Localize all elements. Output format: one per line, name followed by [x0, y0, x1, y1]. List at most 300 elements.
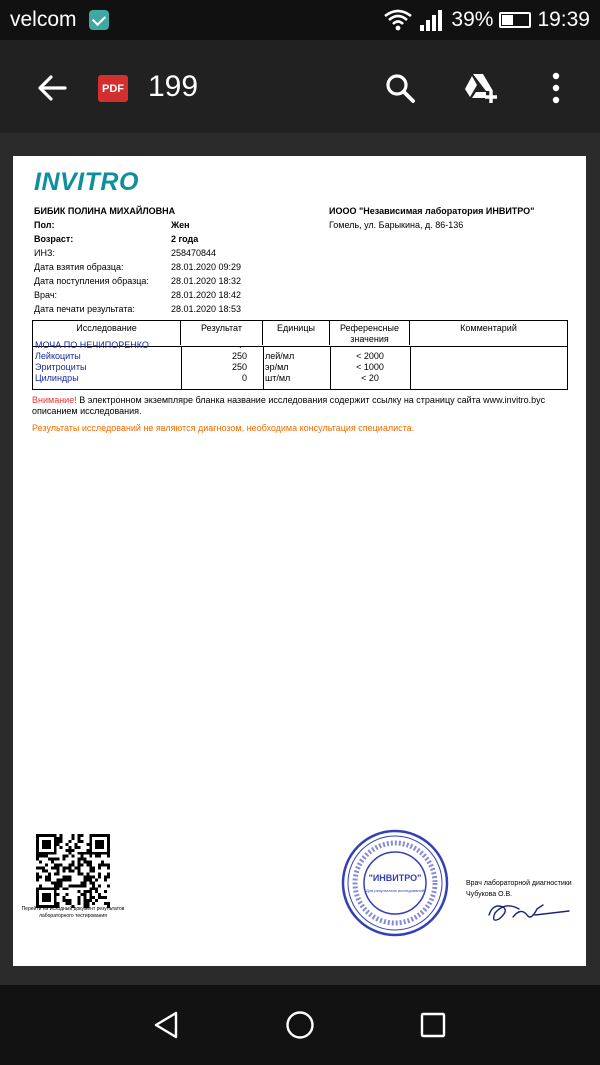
qr-module	[89, 849, 92, 852]
qr-module	[36, 834, 39, 837]
qr-module	[42, 870, 45, 873]
qr-module	[69, 864, 72, 867]
qr-module	[54, 881, 57, 884]
qr-module	[54, 843, 57, 846]
more-options-button[interactable]	[534, 66, 578, 110]
qr-module	[51, 887, 54, 890]
patient-field-value: 28.01.2020 18:53	[171, 304, 242, 314]
wifi-icon	[383, 9, 413, 31]
qr-module	[54, 890, 57, 893]
qr-module	[107, 852, 110, 855]
patient-field-value: 28.01.2020 09:29	[171, 262, 242, 272]
patient-field-label: Дата взятия образца:	[34, 262, 124, 272]
qr-module	[57, 858, 60, 861]
qr-module	[51, 858, 54, 861]
qr-module	[77, 867, 80, 870]
qr-module	[63, 899, 66, 902]
qr-module	[83, 884, 86, 887]
qr-module	[92, 870, 95, 873]
qr-module	[63, 878, 66, 881]
search-icon	[385, 73, 415, 103]
qr-module	[57, 878, 60, 881]
qr-module	[83, 893, 86, 896]
qr-module	[107, 875, 110, 878]
test-unit: шт/мл	[265, 373, 291, 383]
col-header-test: Исследование	[33, 321, 181, 345]
qr-module	[42, 899, 45, 902]
group-result: .	[239, 340, 242, 350]
document-viewport[interactable]	[0, 133, 600, 985]
patient-field-value: 28.01.2020 18:42	[171, 290, 242, 300]
qr-module	[95, 843, 98, 846]
qr-module	[60, 837, 63, 840]
qr-module	[42, 893, 45, 896]
qr-module	[45, 855, 48, 858]
patient-field-label: Пол:	[34, 220, 55, 230]
qr-module	[98, 875, 101, 878]
qr-module	[63, 867, 66, 870]
qr-module	[48, 893, 51, 896]
qr-module	[72, 837, 75, 840]
electronic-copy-warning	[32, 395, 552, 417]
qr-module	[107, 849, 110, 852]
test-reference: < 20	[361, 373, 379, 383]
qr-module	[92, 852, 95, 855]
qr-module	[48, 843, 51, 846]
qr-module	[36, 867, 39, 870]
stamp-sub-text: Для результатов исследований	[366, 888, 424, 893]
qr-module	[69, 870, 72, 873]
signer-name: Чубукова О.В.	[466, 891, 513, 898]
qr-module	[63, 875, 66, 878]
qr-module	[95, 899, 98, 902]
patient-field-label: Возраст:	[34, 234, 74, 244]
warning-prefix: Внимание!	[32, 395, 77, 405]
patient-field-label: ИНЗ:	[34, 248, 55, 258]
qr-module	[69, 875, 72, 878]
qr-module	[60, 840, 63, 843]
qr-module	[92, 867, 95, 870]
qr-module	[83, 890, 86, 893]
qr-module	[51, 852, 54, 855]
qr-module	[63, 887, 66, 890]
qr-module	[42, 887, 45, 890]
qr-module	[77, 902, 80, 905]
qr-module	[54, 872, 57, 875]
qr-module	[80, 834, 83, 837]
qr-module	[89, 870, 92, 873]
qr-module	[51, 867, 54, 870]
qr-module	[101, 843, 104, 846]
qr-module	[86, 852, 89, 855]
qr-module	[36, 858, 39, 861]
qr-module	[54, 864, 57, 867]
qr-module	[54, 834, 57, 837]
qr-module	[72, 870, 75, 873]
qr-module	[74, 867, 77, 870]
qr-module	[45, 834, 48, 837]
qr-module	[42, 852, 45, 855]
qr-module	[101, 840, 104, 843]
qr-module	[104, 902, 107, 905]
qr-module	[80, 893, 83, 896]
qr-module	[36, 887, 39, 890]
qr-module	[89, 899, 92, 902]
qr-module	[45, 846, 48, 849]
qr-module	[86, 864, 89, 867]
qr-module	[45, 893, 48, 896]
qr-module	[54, 884, 57, 887]
test-name[interactable]: Цилиндры	[35, 373, 79, 383]
qr-module	[36, 843, 39, 846]
qr-module	[80, 855, 83, 858]
qr-module	[92, 884, 95, 887]
results-table	[32, 320, 568, 390]
qr-module	[45, 852, 48, 855]
qr-module	[57, 840, 60, 843]
qr-module	[74, 846, 77, 849]
qr-module	[92, 834, 95, 837]
qr-module	[66, 887, 69, 890]
test-result: 250	[231, 351, 247, 361]
qr-module	[80, 858, 83, 861]
circle-home-icon	[285, 1010, 315, 1040]
patient-field-label: Дата поступления образца:	[34, 276, 149, 286]
qr-module	[89, 896, 92, 899]
qr-module	[95, 852, 98, 855]
qr-module	[57, 902, 60, 905]
qr-module	[45, 887, 48, 890]
patient-field-value: Жен	[171, 220, 190, 230]
qr-module	[80, 840, 83, 843]
test-unit: лей/мл	[265, 351, 295, 361]
qr-code[interactable]	[35, 834, 111, 908]
qr-module	[98, 855, 101, 858]
qr-module	[39, 867, 42, 870]
qr-module	[42, 834, 45, 837]
qr-module	[39, 875, 42, 878]
qr-module	[77, 834, 80, 837]
qr-module	[57, 870, 60, 873]
qr-module	[107, 834, 110, 837]
qr-module	[57, 872, 60, 875]
qr-module	[48, 878, 51, 881]
qr-module	[86, 875, 89, 878]
qr-module	[104, 875, 107, 878]
qr-module	[83, 861, 86, 864]
qr-module	[48, 846, 51, 849]
qr-module	[80, 884, 83, 887]
qr-module	[48, 899, 51, 902]
qr-module	[45, 875, 48, 878]
qr-module	[36, 872, 39, 875]
qr-module	[45, 840, 48, 843]
qr-module	[48, 858, 51, 861]
qr-module	[74, 843, 77, 846]
patient-field-value: 258470844	[171, 248, 217, 258]
qr-module	[69, 840, 72, 843]
qr-module	[57, 887, 60, 890]
add-to-drive-button[interactable]	[458, 66, 502, 110]
qr-module	[42, 896, 45, 899]
document-title: 199	[148, 70, 199, 103]
square-recents-icon	[419, 1011, 447, 1039]
qr-module	[83, 881, 86, 884]
qr-module	[66, 899, 69, 902]
qr-module	[86, 872, 89, 875]
qr-module	[89, 855, 92, 858]
qr-module	[98, 843, 101, 846]
qr-module	[95, 834, 98, 837]
qr-module	[48, 840, 51, 843]
nav-recents-button[interactable]	[413, 1005, 453, 1045]
qr-module	[95, 878, 98, 881]
pdf-page	[13, 156, 586, 966]
qr-module	[54, 846, 57, 849]
qr-module	[89, 846, 92, 849]
qr-module	[89, 893, 92, 896]
qr-module	[54, 887, 57, 890]
qr-module	[72, 884, 75, 887]
qr-module	[107, 902, 110, 905]
qr-module	[92, 902, 95, 905]
qr-module	[66, 902, 69, 905]
qr-module	[57, 843, 60, 846]
qr-module	[89, 881, 92, 884]
qr-module	[54, 837, 57, 840]
qr-module	[45, 878, 48, 881]
qr-module	[48, 834, 51, 837]
qr-module	[89, 875, 92, 878]
qr-module	[63, 855, 66, 858]
qr-module	[42, 867, 45, 870]
qr-module	[89, 887, 92, 890]
qr-module	[77, 870, 80, 873]
qr-module	[83, 878, 86, 881]
qr-module	[42, 840, 45, 843]
qr-module	[98, 852, 101, 855]
qr-module	[54, 852, 57, 855]
qr-module	[63, 858, 66, 861]
qr-module	[95, 890, 98, 893]
qr-module	[98, 834, 101, 837]
qr-caption: Перейти на исходный документ результатов лабораторного тестирования	[21, 906, 125, 919]
patient-field-value: 2 года	[171, 234, 199, 244]
qr-module	[83, 852, 86, 855]
qr-module	[57, 864, 60, 867]
qr-module	[83, 896, 86, 899]
qr-module	[54, 893, 57, 896]
test-reference: < 2000	[356, 351, 384, 361]
qr-module	[86, 878, 89, 881]
nav-back-button[interactable]	[146, 1005, 186, 1045]
drive-add-icon	[462, 72, 498, 104]
qr-module	[42, 855, 45, 858]
signal-icon	[419, 9, 445, 31]
qr-module	[66, 875, 69, 878]
qr-module	[51, 861, 54, 864]
qr-module	[69, 867, 72, 870]
qr-module	[104, 834, 107, 837]
app-toolbar	[0, 40, 600, 133]
qr-module	[48, 887, 51, 890]
qr-module	[45, 870, 48, 873]
qr-module	[36, 846, 39, 849]
signer-role: Врач лабораторной диагностики	[466, 880, 572, 887]
invitro-logo: INVITRO	[34, 168, 139, 196]
qr-module	[74, 884, 77, 887]
search-button[interactable]	[378, 66, 422, 110]
qr-module	[107, 867, 110, 870]
qr-module	[95, 840, 98, 843]
qr-module	[104, 890, 107, 893]
stamp-center-text: "ИНВИТРО"	[368, 873, 422, 883]
qr-module	[48, 896, 51, 899]
qr-module	[86, 899, 89, 902]
qr-module	[54, 867, 57, 870]
back-button[interactable]	[30, 66, 74, 110]
qr-module	[57, 867, 60, 870]
qr-module	[36, 899, 39, 902]
qr-module	[92, 875, 95, 878]
qr-module	[45, 896, 48, 899]
qr-module	[60, 884, 63, 887]
test-result: 250	[231, 362, 247, 372]
qr-module	[89, 867, 92, 870]
qr-module	[89, 852, 92, 855]
qr-module	[89, 890, 92, 893]
qr-module	[66, 855, 69, 858]
qr-module	[86, 861, 89, 864]
qr-module	[89, 843, 92, 846]
qr-module	[101, 846, 104, 849]
qr-module	[98, 872, 101, 875]
qr-module	[39, 852, 42, 855]
qr-module	[66, 867, 69, 870]
qr-module	[66, 893, 69, 896]
qr-module	[36, 849, 39, 852]
qr-module	[36, 840, 39, 843]
qr-module	[54, 858, 57, 861]
qr-module	[51, 881, 54, 884]
test-unit: эр/мл	[265, 362, 289, 372]
qr-module	[45, 899, 48, 902]
qr-module	[92, 896, 95, 899]
warning-text[interactable]: В электронном экземпляре бланка название исследования содержит ссылку на страницу сайта www.invitro.byc описанием исследования.	[32, 395, 546, 416]
laboratory-stamp	[340, 828, 450, 938]
qr-module	[51, 834, 54, 837]
qr-module	[92, 881, 95, 884]
qr-module	[77, 864, 80, 867]
qr-module	[77, 884, 80, 887]
test-name[interactable]: Эритроциты	[35, 362, 87, 372]
qr-module	[98, 846, 101, 849]
test-result: 0	[241, 373, 247, 383]
qr-module	[107, 872, 110, 875]
qr-module	[45, 864, 48, 867]
qr-module	[83, 899, 86, 902]
qr-module	[77, 840, 80, 843]
triangle-back-icon	[152, 1010, 180, 1040]
test-group-title[interactable]: МОЧА ПО НЕЧИПОРЕНКО	[35, 340, 149, 350]
qr-module	[98, 893, 101, 896]
qr-module	[89, 840, 92, 843]
qr-module	[101, 864, 104, 867]
qr-module	[77, 861, 80, 864]
qr-module	[69, 852, 72, 855]
qr-module	[77, 852, 80, 855]
qr-module	[104, 864, 107, 867]
more-vert-icon	[552, 72, 560, 104]
qr-module	[45, 843, 48, 846]
qr-module	[54, 840, 57, 843]
qr-module	[86, 849, 89, 852]
qr-module	[36, 837, 39, 840]
col-header-result: Результат	[181, 321, 263, 345]
qr-module	[54, 899, 57, 902]
col-header-comment: Комментарий	[460, 323, 517, 333]
qr-module	[72, 834, 75, 837]
qr-module	[36, 902, 39, 905]
qr-module	[89, 878, 92, 881]
col-header-units: Единицы	[263, 321, 330, 345]
qr-module	[89, 861, 92, 864]
battery-icon	[499, 12, 531, 28]
qr-module	[95, 887, 98, 890]
table-divider	[410, 346, 411, 389]
qr-module	[36, 855, 39, 858]
patient-field-label: Дата печати результата:	[34, 304, 135, 314]
qr-module	[104, 896, 107, 899]
qr-module	[89, 837, 92, 840]
qr-module	[107, 846, 110, 849]
qr-module	[66, 878, 69, 881]
handwritten-signature	[483, 897, 573, 927]
qr-module	[101, 852, 104, 855]
qr-module	[98, 864, 101, 867]
qr-module	[83, 902, 86, 905]
qr-module	[107, 840, 110, 843]
qr-module	[80, 872, 83, 875]
qr-module	[80, 864, 83, 867]
qr-module	[77, 896, 80, 899]
qr-module	[80, 881, 83, 884]
qr-module	[107, 884, 110, 887]
qr-module	[60, 846, 63, 849]
qr-module	[86, 843, 89, 846]
qr-module	[107, 855, 110, 858]
qr-module	[57, 893, 60, 896]
qr-module	[107, 837, 110, 840]
qr-module	[72, 855, 75, 858]
qr-module	[72, 864, 75, 867]
qr-module	[77, 872, 80, 875]
qr-module	[95, 855, 98, 858]
qr-module	[42, 843, 45, 846]
qr-module	[72, 849, 75, 852]
qr-module	[89, 864, 92, 867]
qr-module	[63, 870, 66, 873]
pdf-file-icon: PDF	[98, 75, 128, 102]
qr-module	[101, 861, 104, 864]
qr-module	[60, 834, 63, 837]
test-name[interactable]: Лейкоциты	[35, 351, 81, 361]
qr-module	[104, 852, 107, 855]
nav-home-button[interactable]	[280, 1005, 320, 1045]
qr-module	[80, 852, 83, 855]
patient-field-label: Врач:	[34, 290, 58, 300]
qr-module	[57, 837, 60, 840]
